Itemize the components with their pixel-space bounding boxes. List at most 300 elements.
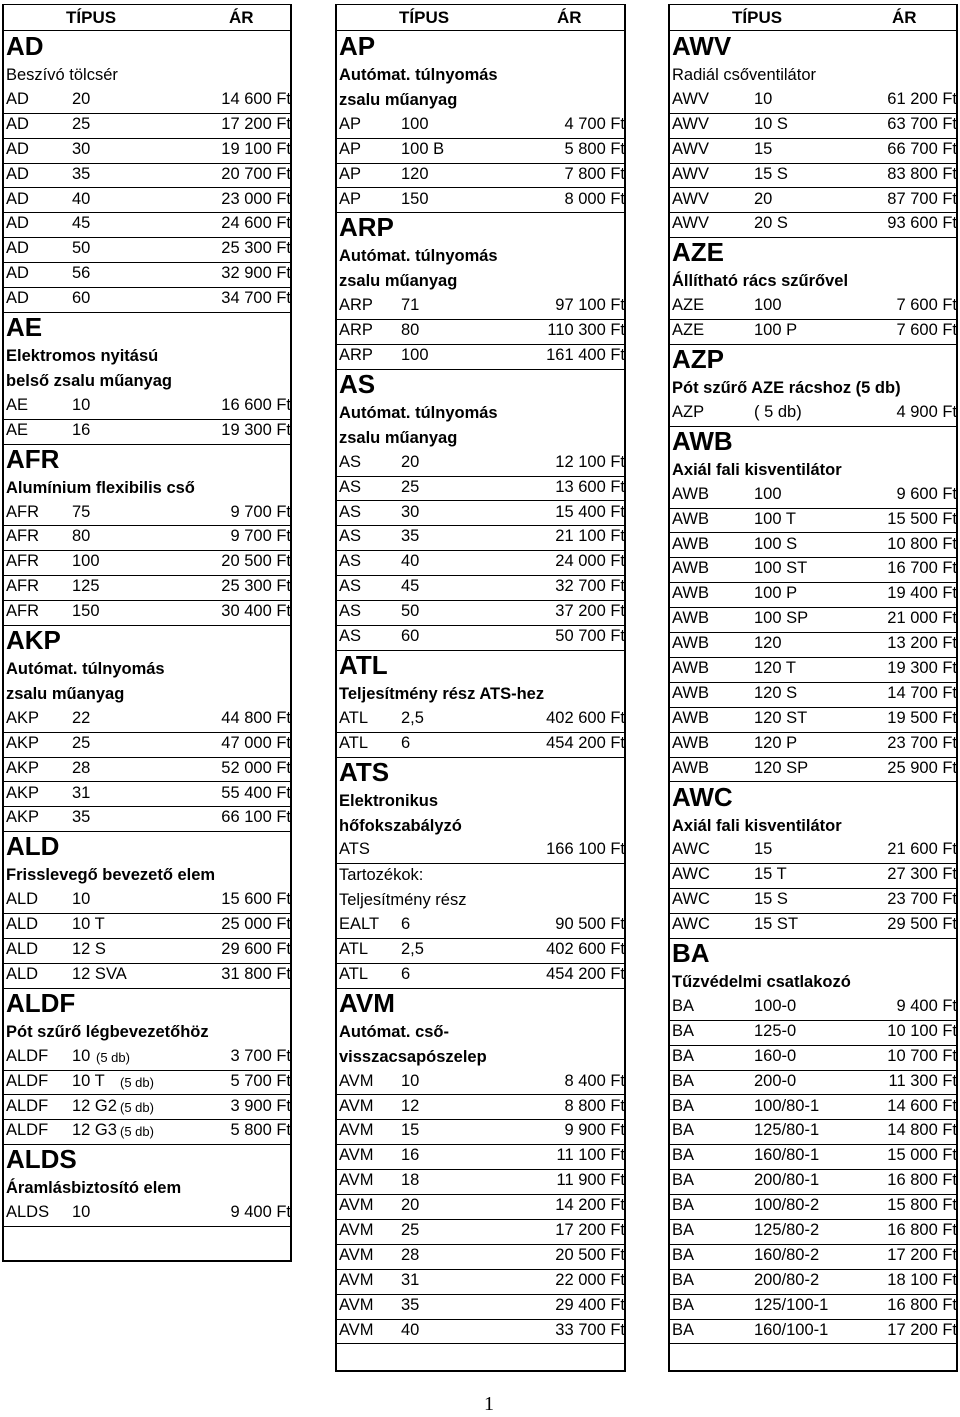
row-size: 25 bbox=[401, 1221, 420, 1239]
row-size: 200-0 bbox=[754, 1071, 797, 1090]
row-price: 7 800 Ft bbox=[564, 164, 625, 183]
row-price: 21 000 Ft bbox=[887, 609, 957, 628]
row-size: 6 bbox=[401, 915, 411, 934]
group-code: AVM bbox=[339, 987, 395, 1018]
row-price: 66 700 Ft bbox=[887, 139, 957, 158]
row-type: AD bbox=[6, 139, 29, 158]
row-size: 125-0 bbox=[754, 1021, 797, 1040]
row-price: 37 200 Ft bbox=[555, 602, 625, 621]
row-price: 31 800 Ft bbox=[221, 964, 291, 983]
group-label: zsalu műanyag bbox=[339, 272, 458, 291]
group-code: ATS bbox=[339, 756, 390, 787]
group-description bbox=[4, 657, 290, 682]
group-description bbox=[4, 369, 290, 394]
row-price: 3 900 Ft bbox=[230, 1096, 291, 1115]
row-type: AS bbox=[339, 552, 362, 571]
row-size: 15 S bbox=[754, 890, 788, 909]
row-price: 32 900 Ft bbox=[221, 264, 291, 283]
row-price: 19 300 Ft bbox=[887, 659, 957, 677]
row-type: AKP bbox=[6, 758, 40, 777]
row-price: 20 700 Ft bbox=[221, 164, 291, 183]
row-price: 5 800 Ft bbox=[564, 139, 625, 158]
price-row bbox=[4, 888, 290, 914]
row-size: 45 bbox=[72, 214, 91, 233]
row-type: AWC bbox=[672, 890, 710, 909]
row-price: 25 300 Ft bbox=[221, 577, 291, 596]
price-row bbox=[670, 401, 956, 427]
row-price: 50 700 Ft bbox=[555, 627, 625, 645]
group-code: ALDS bbox=[6, 1144, 77, 1175]
group-code: ATL bbox=[339, 649, 388, 680]
price-row bbox=[337, 1319, 624, 1345]
group-label: Pót szűrő AZE rácshoz (5 db) bbox=[672, 379, 901, 397]
row-note: (5 db) bbox=[96, 1049, 130, 1065]
price-row bbox=[337, 550, 624, 576]
row-type: ATL bbox=[339, 964, 369, 983]
price-row bbox=[670, 732, 956, 758]
price-row bbox=[337, 294, 624, 320]
group-label: Axiál fali kisventilátor bbox=[672, 816, 842, 835]
row-price: 23 700 Ft bbox=[887, 890, 957, 909]
row-price: 13 600 Ft bbox=[555, 477, 625, 496]
group-code: AD bbox=[6, 31, 44, 61]
price-row bbox=[337, 451, 624, 477]
row-type: ATL bbox=[339, 733, 369, 752]
row-price: 16 800 Ft bbox=[887, 1171, 957, 1190]
group-description bbox=[670, 63, 956, 88]
group-description bbox=[670, 269, 956, 294]
price-row bbox=[670, 1020, 956, 1046]
row-price: 47 000 Ft bbox=[221, 733, 291, 752]
row-size: 40 bbox=[401, 1320, 420, 1339]
price-row bbox=[337, 344, 624, 370]
price-row bbox=[670, 88, 956, 114]
row-type: BA bbox=[672, 1071, 695, 1090]
row-size: 60 bbox=[72, 289, 91, 308]
row-price: 29 600 Ft bbox=[221, 940, 291, 958]
group-description bbox=[337, 426, 624, 451]
row-type: BA bbox=[672, 1021, 695, 1040]
row-price: 11 300 Ft bbox=[888, 1071, 957, 1090]
row-type: AWV bbox=[672, 164, 709, 183]
price-row bbox=[670, 1070, 956, 1096]
group-label: visszacsapószelep bbox=[339, 1047, 487, 1066]
row-size: 12 SVA bbox=[72, 964, 127, 983]
price-row bbox=[4, 419, 290, 445]
price-row bbox=[4, 1045, 290, 1071]
group-title bbox=[4, 1144, 290, 1176]
price-row bbox=[670, 863, 956, 889]
row-price: 9 400 Ft bbox=[230, 1203, 291, 1222]
row-type: AWB bbox=[672, 559, 709, 578]
group-code: AP bbox=[339, 31, 376, 61]
row-type: AVM bbox=[339, 1071, 374, 1090]
price-column-1 bbox=[2, 4, 292, 1262]
row-type: AD bbox=[6, 264, 29, 283]
row-type: AZE bbox=[672, 321, 705, 340]
price-row bbox=[337, 476, 624, 502]
row-price: 30 400 Ft bbox=[221, 602, 291, 621]
price-row bbox=[337, 1095, 624, 1121]
row-price: 66 100 Ft bbox=[221, 808, 291, 827]
row-size: 120 P bbox=[754, 733, 798, 752]
row-size: 120 SP bbox=[754, 758, 809, 777]
group-label: Radiál csőventilátor bbox=[672, 66, 816, 84]
row-type: BA bbox=[672, 1270, 695, 1289]
row-type: AS bbox=[339, 577, 362, 596]
group-label: Teljesítmény rész bbox=[339, 891, 467, 910]
row-size: 100-0 bbox=[754, 996, 797, 1015]
price-row bbox=[337, 1269, 624, 1295]
row-price: 16 800 Ft bbox=[887, 1221, 957, 1239]
price-row bbox=[670, 1319, 956, 1345]
price-row bbox=[4, 1070, 290, 1096]
group-label: zsalu műanyag bbox=[339, 90, 458, 109]
price-row bbox=[4, 138, 290, 164]
row-price: 90 500 Ft bbox=[555, 915, 625, 934]
price-row bbox=[4, 501, 290, 527]
price-row bbox=[4, 782, 290, 808]
row-size: 28 bbox=[401, 1245, 420, 1264]
group-description bbox=[4, 63, 290, 88]
group-label: zsalu műanyag bbox=[339, 428, 458, 447]
row-type: AP bbox=[339, 114, 362, 133]
row-type: AWC bbox=[672, 840, 710, 859]
price-row bbox=[670, 1169, 956, 1195]
row-type: AFR bbox=[6, 602, 39, 621]
price-row bbox=[337, 1070, 624, 1096]
group-description bbox=[4, 476, 290, 501]
row-price: 7 600 Ft bbox=[896, 321, 957, 340]
group-code: AFR bbox=[6, 443, 60, 474]
group-description bbox=[337, 401, 624, 426]
row-type: ALD bbox=[6, 890, 39, 909]
price-row bbox=[337, 501, 624, 527]
row-price: 161 400 Ft bbox=[546, 346, 625, 364]
row-type: AD bbox=[6, 189, 29, 208]
group-description bbox=[670, 814, 956, 839]
row-type: AS bbox=[339, 627, 362, 645]
row-type: AVM bbox=[339, 1121, 374, 1140]
row-size: 160/80-2 bbox=[754, 1245, 820, 1264]
group-title bbox=[670, 31, 956, 63]
row-size: 12 G2 bbox=[72, 1096, 117, 1115]
row-type: AWB bbox=[672, 634, 709, 653]
row-price: 5 700 Ft bbox=[230, 1071, 291, 1090]
group-label: Autómat. túlnyomás bbox=[6, 660, 165, 678]
price-row bbox=[670, 319, 956, 345]
group-code: AS bbox=[339, 368, 376, 399]
price-row bbox=[4, 287, 290, 313]
row-type: ALDS bbox=[6, 1203, 50, 1222]
row-price: 52 000 Ft bbox=[221, 758, 291, 777]
price-row bbox=[4, 1201, 290, 1227]
row-type: AWB bbox=[672, 534, 709, 553]
price-row bbox=[4, 757, 290, 783]
row-price: 15 800 Ft bbox=[887, 1196, 957, 1215]
row-size: 25 bbox=[401, 477, 420, 496]
row-price: 13 200 Ft bbox=[887, 634, 957, 653]
group-title bbox=[337, 369, 624, 401]
row-size: 12 bbox=[401, 1096, 420, 1115]
row-price: 4 700 Ft bbox=[564, 114, 625, 133]
price-row bbox=[670, 508, 956, 534]
price-row bbox=[4, 913, 290, 939]
row-size: 100 bbox=[754, 484, 782, 503]
row-type: AWB bbox=[672, 758, 709, 777]
row-size: 35 bbox=[401, 527, 420, 546]
row-size: 15 bbox=[401, 1121, 420, 1140]
row-type: AFR bbox=[6, 577, 39, 596]
row-price: 14 800 Ft bbox=[887, 1121, 957, 1140]
price-row bbox=[4, 938, 290, 964]
row-type: AP bbox=[339, 164, 362, 183]
row-type: AVM bbox=[339, 1096, 374, 1115]
group-label: Pót szűrő légbevezetőhöz bbox=[6, 1022, 209, 1041]
price-row bbox=[337, 707, 624, 733]
price-row bbox=[670, 632, 956, 658]
row-size: 20 bbox=[754, 189, 773, 208]
group-description bbox=[337, 244, 624, 269]
group-title bbox=[670, 938, 956, 970]
price-row bbox=[337, 1294, 624, 1320]
row-type: ALDF bbox=[6, 1046, 49, 1065]
row-price: 44 800 Ft bbox=[221, 708, 291, 727]
row-type: AD bbox=[6, 289, 29, 308]
price-row bbox=[337, 138, 624, 164]
row-price: 22 000 Ft bbox=[555, 1270, 625, 1289]
group-label: zsalu műanyag bbox=[6, 684, 125, 703]
row-type: ALD bbox=[6, 940, 39, 958]
row-size: 2,5 bbox=[401, 708, 424, 727]
row-type: AVM bbox=[339, 1221, 374, 1239]
row-type: AZP bbox=[672, 402, 705, 421]
price-row bbox=[670, 707, 956, 733]
price-row bbox=[4, 394, 290, 420]
row-price: 14 600 Ft bbox=[221, 89, 291, 108]
row-type: AKP bbox=[6, 783, 40, 802]
price-header: ÁR bbox=[229, 8, 254, 27]
row-price: 25 300 Ft bbox=[221, 239, 291, 258]
price-row bbox=[337, 525, 624, 551]
row-price: 166 100 Ft bbox=[546, 840, 625, 859]
price-row bbox=[670, 682, 956, 708]
row-size: 10 bbox=[72, 890, 91, 909]
row-note: (5 db) bbox=[120, 1074, 154, 1090]
group-code: AZE bbox=[672, 237, 724, 268]
group-title bbox=[337, 212, 624, 244]
row-price: 9 700 Ft bbox=[230, 527, 291, 546]
price-row bbox=[337, 938, 624, 964]
type-header: TÍPUS bbox=[66, 8, 117, 27]
price-column-3 bbox=[668, 4, 958, 1372]
price-row bbox=[337, 1219, 624, 1245]
row-size: 71 bbox=[401, 296, 420, 315]
row-price: 14 600 Ft bbox=[887, 1096, 957, 1115]
price-row bbox=[670, 657, 956, 683]
page-number: 1 bbox=[484, 1393, 494, 1415]
price-row bbox=[337, 1244, 624, 1270]
row-size: 20 bbox=[72, 89, 91, 108]
row-price: 15 000 Ft bbox=[887, 1146, 957, 1165]
group-label: Autómat. túlnyomás bbox=[339, 247, 498, 266]
group-code: AKP bbox=[6, 625, 61, 655]
group-description bbox=[337, 1020, 624, 1045]
group-code: AE bbox=[6, 312, 43, 342]
group-label: Beszívó tölcsér bbox=[6, 66, 118, 84]
column-header bbox=[337, 5, 624, 31]
price-row bbox=[4, 1095, 290, 1121]
group-label: Autómat. túlnyomás bbox=[339, 403, 498, 422]
price-row bbox=[4, 163, 290, 189]
row-size: 30 bbox=[401, 502, 420, 521]
group-description bbox=[4, 1176, 290, 1201]
row-type: AKP bbox=[6, 708, 40, 727]
price-row bbox=[670, 607, 956, 633]
row-type: ATL bbox=[339, 708, 369, 727]
price-row bbox=[337, 1144, 624, 1170]
price-row bbox=[4, 262, 290, 288]
row-price: 17 200 Ft bbox=[887, 1320, 957, 1339]
row-size: 56 bbox=[72, 264, 91, 283]
row-type: AWC bbox=[672, 915, 710, 934]
row-price: 454 200 Ft bbox=[546, 964, 625, 983]
price-row bbox=[670, 113, 956, 139]
row-size: 50 bbox=[72, 239, 91, 258]
row-price: 24 600 Ft bbox=[221, 214, 291, 233]
row-size: 160/100-1 bbox=[754, 1320, 829, 1339]
group-title bbox=[4, 31, 290, 63]
row-price: 16 600 Ft bbox=[221, 395, 291, 414]
group-label: Axiál fali kisventilátor bbox=[672, 460, 842, 479]
row-type: AWB bbox=[672, 584, 709, 603]
row-type: AVM bbox=[339, 1245, 374, 1264]
row-size: 20 bbox=[401, 1196, 420, 1215]
row-size: 12 S bbox=[72, 940, 106, 958]
row-size: 80 bbox=[401, 321, 420, 340]
row-size: 100 T bbox=[754, 509, 796, 528]
price-row bbox=[670, 483, 956, 509]
row-size: 120 bbox=[401, 164, 429, 183]
row-size: 10 bbox=[754, 89, 773, 108]
row-size: 35 bbox=[401, 1295, 420, 1314]
row-price: 29 400 Ft bbox=[555, 1295, 625, 1314]
price-row bbox=[4, 237, 290, 263]
row-type: AVM bbox=[339, 1146, 374, 1165]
row-price: 9 400 Ft bbox=[896, 996, 957, 1015]
row-size: 20 S bbox=[754, 214, 788, 233]
price-row bbox=[4, 600, 290, 626]
group-title bbox=[337, 757, 624, 789]
row-size: 18 bbox=[401, 1171, 420, 1190]
row-type: ARP bbox=[339, 321, 373, 340]
row-size: 150 bbox=[401, 189, 429, 208]
row-type: AWV bbox=[672, 214, 709, 233]
group-code: BA bbox=[672, 938, 710, 968]
price-row bbox=[4, 732, 290, 758]
row-price: 9 700 Ft bbox=[230, 502, 291, 521]
row-size: 10 T bbox=[72, 1071, 105, 1090]
row-price: 17 200 Ft bbox=[887, 1245, 957, 1264]
group-title bbox=[4, 312, 290, 344]
row-price: 20 500 Ft bbox=[221, 552, 291, 571]
row-type: AS bbox=[339, 602, 362, 621]
row-type: AVM bbox=[339, 1171, 374, 1190]
row-size: 25 bbox=[72, 114, 91, 133]
row-price: 4 900 Ft bbox=[896, 402, 957, 421]
row-type: ALDF bbox=[6, 1071, 49, 1090]
row-price: 15 400 Ft bbox=[555, 502, 625, 521]
row-type: ATL bbox=[339, 940, 369, 958]
row-note: (5 db) bbox=[120, 1124, 154, 1140]
row-price: 5 800 Ft bbox=[230, 1121, 291, 1140]
price-row bbox=[670, 138, 956, 164]
group-description bbox=[337, 814, 624, 839]
row-size: 125/100-1 bbox=[754, 1295, 829, 1314]
group-label: Tartozékok: bbox=[339, 866, 424, 885]
price-header: ÁR bbox=[892, 8, 917, 27]
group-code: AWC bbox=[672, 781, 733, 812]
price-row bbox=[670, 294, 956, 320]
row-size: 100 SP bbox=[754, 609, 809, 628]
row-size: ( 5 db) bbox=[754, 402, 802, 421]
row-size: 35 bbox=[72, 164, 91, 183]
group-label: Állítható rács szűrővel bbox=[672, 272, 849, 291]
row-size: 150 bbox=[72, 602, 100, 621]
row-size: 15 ST bbox=[754, 915, 799, 934]
row-type: AKP bbox=[6, 808, 40, 827]
price-row bbox=[670, 1294, 956, 1320]
row-size: 6 bbox=[401, 964, 411, 983]
price-row bbox=[4, 550, 290, 576]
row-size: 10 bbox=[72, 1046, 91, 1065]
row-size: 125/80-1 bbox=[754, 1121, 820, 1140]
group-title bbox=[4, 831, 290, 863]
group-description bbox=[337, 88, 624, 113]
row-type: AS bbox=[339, 527, 362, 546]
row-price: 18 100 Ft bbox=[887, 1270, 957, 1289]
price-row bbox=[670, 188, 956, 214]
row-price: 21 100 Ft bbox=[555, 527, 625, 546]
price-column-2 bbox=[335, 4, 626, 1372]
row-size: 200/80-1 bbox=[754, 1171, 820, 1190]
row-type: AE bbox=[6, 395, 29, 414]
row-type: AVM bbox=[339, 1270, 374, 1289]
row-price: 19 100 Ft bbox=[221, 139, 291, 158]
row-size: 15 bbox=[754, 840, 773, 859]
row-price: 25 000 Ft bbox=[221, 915, 291, 934]
price-row bbox=[670, 163, 956, 189]
row-type: AWB bbox=[672, 484, 709, 503]
group-title bbox=[670, 344, 956, 376]
price-row bbox=[337, 838, 624, 864]
row-price: 25 900 Ft bbox=[887, 758, 957, 777]
row-size: 160/80-1 bbox=[754, 1146, 820, 1165]
group-label: Teljesítmény rész ATS-hez bbox=[339, 684, 545, 703]
row-price: 87 700 Ft bbox=[887, 189, 957, 208]
row-size: 15 bbox=[754, 139, 773, 158]
row-type: AWV bbox=[672, 114, 709, 133]
row-size: 80 bbox=[72, 527, 91, 546]
row-price: 402 600 Ft bbox=[546, 708, 625, 727]
price-row bbox=[4, 88, 290, 114]
row-type: AWB bbox=[672, 708, 709, 727]
row-type: AWV bbox=[672, 189, 709, 208]
price-row bbox=[337, 963, 624, 989]
row-size: 75 bbox=[72, 502, 91, 521]
price-row bbox=[337, 913, 624, 939]
price-row bbox=[670, 757, 956, 783]
